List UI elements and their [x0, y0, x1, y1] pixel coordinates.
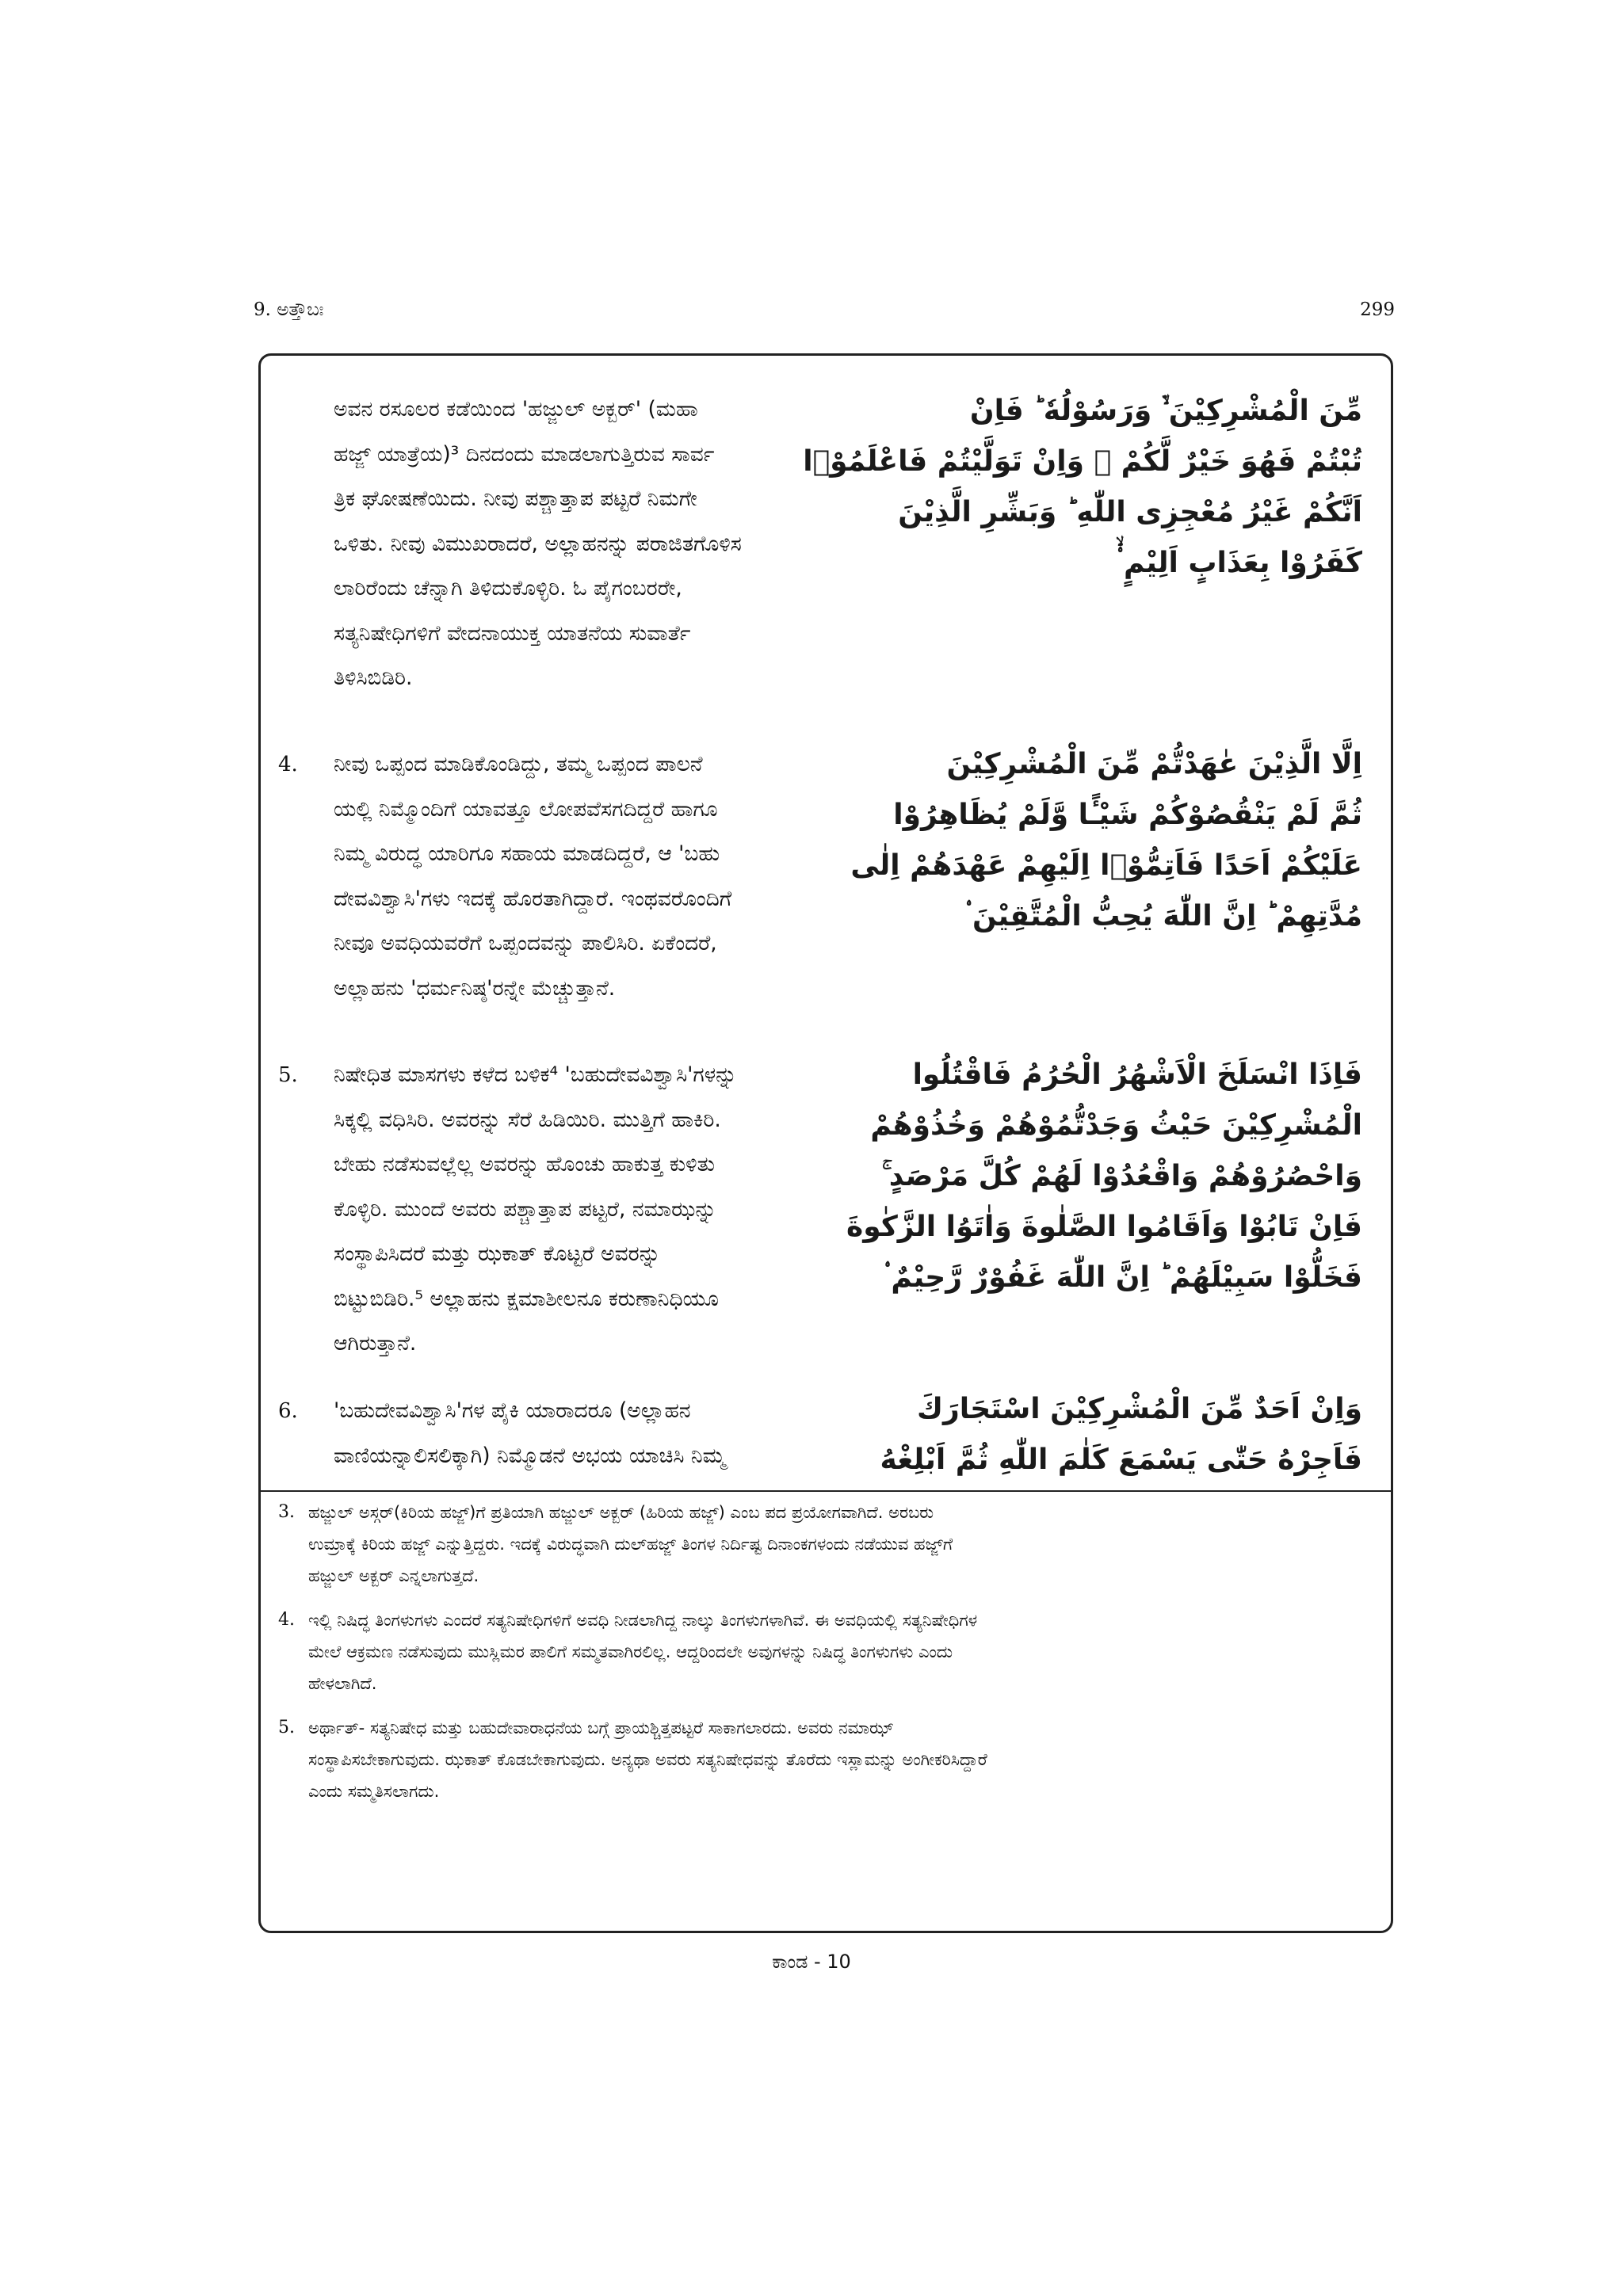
arabic-line: تُبْتُمْ فَهُوَ خَيْرٌ لَّكُمْ ۚ وَاِنْ تَوَلَّيْتُمْ فَاعْلَمُوْۤا: [803, 445, 1362, 478]
footnote-divider: [261, 1490, 1391, 1492]
translation-line: ತ್ರಿಕ ಘೋಷಣೆಯಿದು. ನೀವು ಪಶ್ಚಾತ್ತಾಪ ಪಟ್ಟರೆ ನಿಮಗೇ: [334, 486, 697, 511]
section-footer: ಕಾಂಡ - 10: [772, 1951, 851, 1973]
arabic-line: مِّنَ الْمُشْرِكِيْنَ ۙ۬ وَرَسُوْلُهٗ ؕ فَاِنْ: [969, 395, 1362, 427]
arabic-line: فَاِنْ تَابُوْا وَاَقَامُوا الصَّلٰوةَ وَاٰتَوُا الزَّكٰوةَ: [846, 1211, 1362, 1243]
footnote-text: [308, 1712, 1370, 1807]
translation-line: ಲಾರಿರೆಂದು ಚೆನ್ನಾಗಿ ತಿಳಿದುಕೊಳ್ಳಿರಿ. ಓ ಪೈಗಂಬರರೇ,: [334, 576, 682, 601]
translation-line: 'ಬಹುದೇವವಿಶ್ವಾಸಿ'ಗಳ ಪೈಕಿ ಯಾರಾದರೂ (ಅಲ್ಲಾಹನ: [334, 1398, 691, 1423]
translation-line: ನಿಷೇಧಿತ ಮಾಸಗಳು ಕಳೆದ ಬಳಿಕ⁴ 'ಬಹುದೇವವಿಶ್ವಾಸಿ'ಗಳನ್ನು: [334, 1062, 737, 1087]
translation-line: ಆಗಿರುತ್ತಾನೆ.: [334, 1331, 417, 1356]
verse-arabic: [803, 386, 1362, 589]
verse-number: 4.: [278, 753, 298, 776]
arabic-line: وَاِنْ اَحَدٌ مِّنَ الْمُشْرِكِيْنَ اسْتَجَارَكَ: [916, 1393, 1362, 1425]
translation-line: ದೇವವಿಶ್ವಾಸಿ'ಗಳು ಇದಕ್ಕೆ ಹೊರತಾಗಿದ್ದಾರೆ. ಇಂಥವರೊಂದಿಗೆ: [334, 886, 732, 911]
footnote-number: 4.: [278, 1610, 295, 1630]
translation-line: ತಿಳಿಸಿಬಿಡಿರಿ.: [334, 666, 413, 690]
translation-line: ಹಜ್ಜ್ ಯಾತ್ರೆಯ)³ ದಿನದಂದು ಮಾಡಲಾಗುತ್ತಿರುವ ಸಾರ್ವ: [334, 441, 715, 467]
translation-line: ಅವನ ರಸೂಲರ ಕಡೆಯಿಂದ 'ಹಜ್ಜುಲ್ ಅಕ್ಬರ್' (ಮಹಾ: [334, 397, 698, 421]
arabic-line: فَاِذَا انْسَلَخَ الْاَشْهُرُ الْحُرُمُ فَاقْتُلُوا: [912, 1058, 1362, 1091]
footnote-line: ಮೇಲೆ ಆಕ್ರಮಣ ನಡೆಸುವುದು ಮುಸ್ಲಿಮರ ಪಾಲಿಗೆ ಸಮ್ಮತವಾಗಿರಲಿಲ್ಲ. ಆದ್ದರಿಂದಲೇ ಅವುಗಳನ್ನು ನಿಷಿದ್ಧ ತಿಂಗಳುಗಳು ಎಂದು: [308, 1642, 953, 1661]
verse-arabic: [880, 1384, 1362, 1486]
content-frame: [258, 353, 1393, 1933]
translation-line: ಸಂಸ್ಥಾಪಿಸಿದರೆ ಮತ್ತು ಝಕಾತ್ ಕೊಟ್ಟರೆ ಅವರನ್ನು: [334, 1241, 661, 1266]
footnote-line: ಉಮ್ರಾಕ್ಕೆ ಕಿರಿಯ ಹಜ್ಜ್ ಎನ್ನುತ್ತಿದ್ದರು. ಇದಕ್ಕೆ ವಿರುದ್ಧವಾಗಿ ದುಲ್‌ಹಜ್ಜ್ ತಿಂಗಳ ನಿರ್ದಿಷ್ಟ ದಿನಾಂಕಗಳಂದು ನಡೆಯುವ ಹಜ್ಜ್‌ಗೆ: [308, 1535, 953, 1554]
arabic-line: وَاحْصُرُوْهُمْ وَاقْعُدُوْا لَهُمْ كُلَّ مَرْصَدٍ ۚ: [881, 1160, 1362, 1192]
translation-line: ಬೇಹು ನಡೆಸುವಲ್ಲೆಲ್ಲ ಅವರನ್ನು ಹೊಂಚು ಹಾಕುತ್ತ ಕುಳಿತು: [334, 1152, 716, 1177]
footnote-text: [308, 1497, 1370, 1592]
arabic-line: اَنَّكُمْ غَيْرُ مُعْجِزِی اللّٰهِ ؕ وَبَشِّرِ الَّذِيْنَ: [898, 496, 1362, 528]
arabic-line: الْمُشْرِكِيْنَ حَيْثُ وَجَدْتُّمُوْهُمْ وَخُذُوْهُمْ: [870, 1109, 1362, 1142]
translation-line: ಸಿಕ್ಕಲ್ಲಿ ವಧಿಸಿರಿ. ಅವರನ್ನು ಸೆರೆ ಹಿಡಿಯಿರಿ. ಮುತ್ತಿಗೆ ಹಾಕಿರಿ.: [334, 1107, 721, 1132]
arabic-line: ثُمَّ لَمْ يَنْقُصُوْكُمْ شَيْـًٔا وَّلَمْ يُظَاهِرُوْا: [893, 799, 1362, 831]
translation-line: ಯಲ್ಲಿ ನಿಮ್ಮೊಂದಿಗೆ ಯಾವತ್ತೂ ಲೋಪವೆಸಗದಿದ್ದರೆ ಹಾಗೂ: [334, 796, 718, 822]
arabic-line: عَلَيْكُمْ اَحَدًا فَاَتِمُّوْۤا اِلَيْهِمْ عَهْدَهُمْ اِلٰى: [850, 849, 1362, 882]
arabic-line: مُدَّتِهِمْ ؕ اِنَّ اللّٰهَ يُحِبُّ الْمُتَّقِيْنَ ۟: [965, 900, 1362, 933]
footnote-text: [308, 1604, 1370, 1699]
arabic-line: كَفَرُوْا بِعَذَابٍ اَلِيْمٍ ۟ۙ: [1117, 547, 1362, 579]
verse-translation: [334, 1389, 952, 1478]
running-header: [254, 296, 1395, 328]
verse-arabic: [846, 1050, 1362, 1303]
page-number: 299: [1360, 299, 1395, 320]
footnote-line: ಹಜ್ಜುಲ್ ಅಸ್ಗರ್(ಕಿರಿಯ ಹಜ್ಜ್)ಗೆ ಪ್ರತಿಯಾಗಿ ಹಜ್ಜುಲ್ ಅಕ್ಬರ್ (ಹಿರಿಯ ಹಜ್ಜ್) ಎಂಬ ಪದ ಪ್ರಯೋಗವಾಗಿದೆ. ಅರಬರು: [308, 1503, 934, 1522]
translation-line: ನೀವೂ ಅವಧಿಯವರೆಗೆ ಒಪ್ಪಂದವನ್ನು ಪಾಲಿಸಿರಿ. ಏಕೆಂದರೆ,: [334, 931, 717, 955]
translation-line: ಒಳಿತು. ನೀವು ವಿಮುಖರಾದರೆ, ಅಲ್ಲಾಹನನ್ನು ಪರಾಜಿತಗೊಳಿಸ: [334, 531, 742, 556]
footnote-line: ಸಂಸ್ಥಾಪಿಸಬೇಕಾಗುವುದು. ಝಕಾತ್ ಕೊಡಬೇಕಾಗುವುದು. ಅನ್ಯಥಾ ಅವರು ಸತ್ಯನಿಷೇಧವನ್ನು ತೊರೆದು ಇಸ್ಲಾಮನ್ನು ಅಂಗೀಕರಿಸಿದ್ದಾರೆ: [308, 1750, 987, 1769]
footnote-number: 3.: [278, 1502, 295, 1522]
verse-arabic: [850, 739, 1362, 942]
translation-line: ವಾಣಿಯನ್ನಾಲಿಸಲಿಕ್ಕಾಗಿ) ನಿಮ್ಮೊಡನೆ ಅಭಯ ಯಾಚಿಸಿ ನಿಮ್ಮ: [334, 1443, 726, 1468]
footnote-line: ಹಜ್ಜುಲ್ ಅಕ್ಬರ್ ಎನ್ನಲಾಗುತ್ತದೆ.: [308, 1566, 479, 1585]
footnote-line: ಹೇಳಲಾಗಿದೆ.: [308, 1674, 377, 1693]
arabic-line: فَاَجِرْهُ حَتّٰى يَسْمَعَ كَلٰمَ اللّٰهِ ثُمَّ اَبْلِغْهُ: [880, 1444, 1362, 1476]
translation-line: ನೀವು ಒಪ್ಪಂದ ಮಾಡಿಕೊಂಡಿದ್ದು, ತಮ್ಮ ಒಪ್ಪಂದ ಪಾಲನೆ: [334, 752, 703, 776]
translation-line: ನಿಮ್ಮ ವಿರುದ್ಧ ಯಾರಿಗೂ ಸಹಾಯ ಮಾಡದಿದ್ದರೆ, ಆ 'ಬಹು: [334, 841, 720, 866]
verse-number: 6.: [278, 1399, 298, 1423]
arabic-line: فَخَلُّوْا سَبِيْلَهُمْ ؕ اِنَّ اللّٰهَ غَفُوْرٌ رَّحِيْمٌ ۟: [884, 1261, 1362, 1294]
footnote-line: ಅರ್ಥಾತ್- ಸತ್ಯನಿಷೇಧ ಮತ್ತು ಬಹುದೇವಾರಾಧನೆಯ ಬಗ್ಗೆ ಪ್ರಾಯಶ್ಚಿತ್ತಪಟ್ಟರೆ ಸಾಕಾಗಲಾರದು. ಅವರು ನಮಾಝ್: [308, 1718, 894, 1737]
footnote-line: ಇಲ್ಲಿ ನಿಷಿದ್ಧ ತಿಂಗಳುಗಳು ಎಂದರೆ ಸತ್ಯನಿಷೇಧಿಗಳಿಗೆ ಅವಧಿ ನೀಡಲಾಗಿದ್ದ ನಾಲ್ಕು ತಿಂಗಳುಗಳಾಗಿವೆ. ಈ ಅವಧಿಯಲ್ಲಿ ಸತ್ಯನಿಷೇಧಿಗಳ: [308, 1611, 978, 1630]
chapter-title: 9. ಅತ್ತೌಬಃ: [254, 299, 324, 320]
translation-line: ಬಿಟ್ಟುಬಿಡಿರಿ.⁵ ಅಲ್ಲಾಹನು ಕ್ಷಮಾಶೀಲನೂ ಕರುಣಾನಿಧಿಯೂ: [334, 1286, 719, 1311]
translation-line: ಕೊಳ್ಳಿರಿ. ಮುಂದೆ ಅವರು ಪಶ್ಚಾತ್ತಾಪ ಪಟ್ಟರೆ, ನಮಾಝನ್ನು: [334, 1196, 717, 1222]
verse-number: 5.: [278, 1063, 298, 1087]
verse-translation: [334, 387, 952, 701]
arabic-line: اِلَّا الَّذِيْنَ عٰهَدْتُّمْ مِّنَ الْمُشْرِكِيْنَ: [946, 748, 1362, 780]
footnote-line: ಎಂದು ಸಮ್ಮತಿಸಲಾಗದು.: [308, 1782, 440, 1801]
translation-line: ಸತ್ಯನಿಷೇಧಿಗಳಿಗೆ ವೇದನಾಯುಕ್ತ ಯಾತನೆಯ ಸುವಾರ್ತೆ: [334, 620, 691, 646]
translation-line: ಅಲ್ಲಾಹನು 'ಧರ್ಮನಿಷ್ಠ'ರನ್ನೇ ಮೆಚ್ಚುತ್ತಾನೆ.: [334, 975, 616, 1001]
footnote-number: 5.: [278, 1718, 295, 1737]
